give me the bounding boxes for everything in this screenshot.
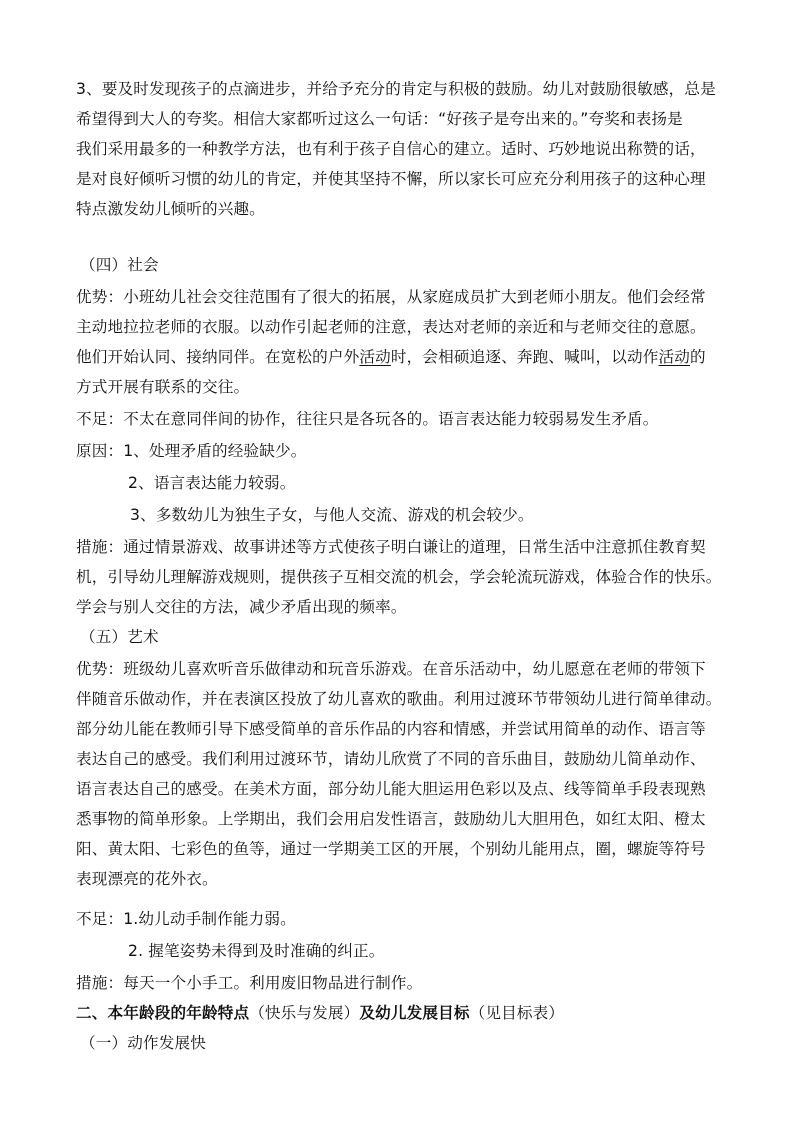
art-advantage-line-1: 优势：班级幼儿喜欢听音乐做律动和玩音乐游戏。在音乐活动中，幼儿愿意在老师的带领下 bbox=[76, 660, 706, 678]
text-run: 时，会相硕追逐、奔跑、喊叫，以动作 bbox=[390, 348, 659, 366]
section-2-title bbox=[76, 1003, 564, 1023]
paragraph-3-line-3: 我们采用最多的一种教学方法，也有利于孩子自信心的建立。适时、巧妙地说出称赞的话， bbox=[76, 140, 706, 158]
art-shortcoming-item-2: 2. 握笔姿势未得到及时准确的纠正。 bbox=[128, 942, 385, 960]
shortcoming-item-1: 1.幼儿动手制作能力弱。 bbox=[123, 910, 296, 928]
art-advantage-line-7: 阳、黄太阳、七彩色的鱼等，通过一学期美工区的开展，个别幼儿能用点，圈，螺旋等符号 bbox=[76, 840, 706, 858]
title-part: （快乐与发展） bbox=[249, 1004, 360, 1022]
reason-label: 原因： bbox=[76, 442, 124, 460]
social-measure-line-1: 措施：通过情景游戏、故事讲述等方式使孩子明白谦让的道理，日常生活中注意抓住教育契 bbox=[76, 538, 706, 556]
section-2-subheading-1: （一）动作发展快 bbox=[80, 1034, 206, 1052]
social-heading: （四）社会 bbox=[80, 256, 159, 274]
social-advantage-line-4: 方式开展有联系的交往。 bbox=[76, 378, 250, 396]
social-reason-line-1 bbox=[76, 441, 307, 461]
paragraph-3-line-5: 特点激发幼儿倾听的兴趣。 bbox=[76, 200, 265, 218]
social-reason-item-3: 3、多数幼儿为独生子女，与他人交流、游戏的机会较少。 bbox=[130, 506, 534, 524]
paragraph-3-line-2: 希望得到大人的夸奖。相信大家都听过这么一句话：“好孩子是夸出来的。”夸奖和表扬是 bbox=[76, 110, 683, 128]
paragraph-3-line-1: 3、要及时发现孩子的点滴进步，并给予充分的肯定与积极的鼓励。幼儿对鼓励很敏感，总是 bbox=[76, 80, 716, 98]
title-part: 及幼儿发展目标 bbox=[359, 1004, 470, 1022]
social-advantage-line-1: 优势：小班幼儿社会交往范围有了很大的拓展，从家庭成员扩大到老师小朋友。他们会经常 bbox=[76, 288, 706, 306]
underlined-term: 活动 bbox=[658, 348, 691, 366]
paragraph-3-line-4: 是对良好倾听习惯的幼儿的肯定，并使其坚持不懈，所以家长可应充分利用孩子的这种心理 bbox=[76, 170, 706, 188]
art-advantage-line-3: 部分幼儿能在教师引导下感受简单的音乐作品的内容和情感，并尝试用简单的动作、语言等 bbox=[76, 720, 706, 738]
social-advantage-line-3 bbox=[76, 347, 706, 367]
title-part: （见目标表） bbox=[469, 1004, 565, 1022]
art-measure: 措施：每天一个小手工。利用废旧物品进行制作。 bbox=[76, 974, 423, 992]
art-advantage-line-8: 表现漂亮的花外衣。 bbox=[76, 870, 218, 888]
social-shortcoming: 不足：不太在意同伴间的协作，往往只是各玩各的。语言表达能力较弱易发生矛盾。 bbox=[76, 410, 659, 428]
underlined-term: 活动 bbox=[359, 348, 391, 366]
art-shortcoming-line-1 bbox=[76, 909, 296, 929]
reason-item-1: 1、处理矛盾的经验缺少。 bbox=[123, 442, 307, 460]
art-advantage-line-4: 表达自己的感受。我们利用过渡环节，请幼儿欣赏了不同的音乐曲目，鼓励幼儿简单动作、 bbox=[76, 750, 706, 768]
social-advantage-line-2: 主动地拉拉老师的衣服。以动作引起老师的注意，表达对老师的亲近和与老师交往的意愿。 bbox=[76, 318, 706, 336]
title-part: 二、本年龄段的年龄特点 bbox=[76, 1004, 250, 1022]
social-reason-item-2: 2、语言表达能力较弱。 bbox=[128, 474, 296, 492]
text-run: 的 bbox=[690, 348, 706, 366]
art-advantage-line-6: 悉事物的简单形象。上学期出，我们会用启发性语言，鼓励幼儿大胆用色，如红太阳、橙太 bbox=[76, 810, 706, 828]
social-measure-line-3: 学会与别人交往的方法，减少矛盾出现的频率。 bbox=[76, 598, 407, 616]
art-heading: （五）艺术 bbox=[80, 628, 159, 646]
shortcoming-label: 不足： bbox=[76, 910, 124, 928]
text-run: 他们开始认同、接纳同伴。在宽松的户外 bbox=[76, 348, 360, 366]
social-measure-line-2: 机，引导幼儿理解游戏规则，提供孩子互相交流的机会，学会轮流玩游戏，体验合作的快乐。 bbox=[76, 568, 722, 586]
art-advantage-line-5: 语言表达自己的感受。在美术方面，部分幼儿能大胆运用色彩以及点、线等简单手段表现熟 bbox=[76, 780, 706, 798]
art-advantage-line-2: 伴随音乐做动作，并在表演区投放了幼儿喜欢的歌曲。利用过渡环节带领幼儿进行简单律动。 bbox=[76, 690, 722, 708]
